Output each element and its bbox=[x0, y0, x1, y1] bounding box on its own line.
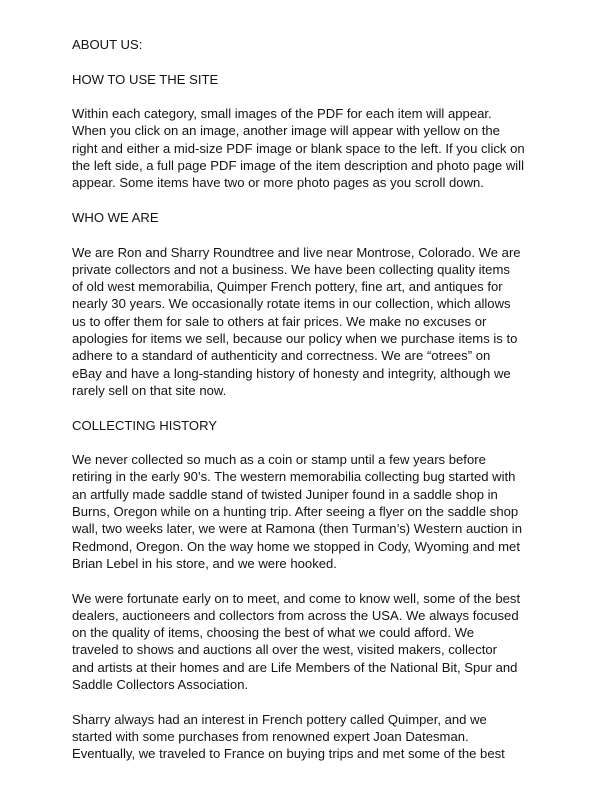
paragraph-history-2: We were fortunate early on to meet, and come to know well, some of the best dealers, auctioneers and collectors from across the USA. We always focused on the quality of items, choosing the best of what we could afford. We traveled to shows and auctions all over the west, visited makers, collector and artists at their homes and are Life Members of the National Bit, Spur and Saddle Collectors Association. bbox=[72, 590, 521, 692]
paragraph-history-3: Sharry always had an interest in French pottery called Quimper, and we started with some purchases from renowned expert Joan Datesman. Eventually, we traveled to France on buying trips and met some of the best bbox=[72, 711, 505, 762]
paragraph-history-1: We never collected so much as a coin or stamp until a few years before retiring in the early 90’s. The western memorabilia collecting bug started with an artfully made saddle stand of twisted Juniper found in a saddle shop in Burns, Oregon while on a hunting trip. After seeing a flyer on the saddle shop wall, two weeks later, we were at Ramona (then Turman’s) Western auction in Redmond, Oregon. On the way home we stopped in Cody, Wyoming and met Brian Lebel in his store, and we were hooked. bbox=[72, 452, 522, 571]
heading-who-we-are: WHO WE ARE bbox=[72, 209, 159, 225]
paragraph-who-we-are: We are Ron and Sharry Roundtree and live near Montrose, Colorado. We are private collectors and not a business. We have been collecting quality items of old west memorabilia, Quimper French pottery, fine art, and antiques for nearly 30 years. We occasionally rotate items in our collection, which allows us to offer them for sale to others at fair prices. We make no excuses or apologies for items we sell, because our policy when we purchase items is to adhere to a standard of authenticity and correctness. We are “otrees” on eBay and have a long-standing history of honesty and integrity, although we rarely sell on that site now. bbox=[72, 244, 521, 398]
heading-collecting-history: COLLECTING HISTORY bbox=[72, 417, 218, 433]
paragraph-how-to-use: Within each category, small images of the PDF for each item will appear. When you click on an image, another image will appear with yellow on the right and either a mid-size PDF image or blank space to the left. If you click on the left side, a full page PDF image of the item description and photo page will appear. Some items have two or more photo pages as you scroll down. bbox=[72, 106, 525, 191]
heading-how-to-use: HOW TO USE THE SITE bbox=[72, 71, 219, 87]
heading-about-us: ABOUT US: bbox=[72, 37, 143, 52]
